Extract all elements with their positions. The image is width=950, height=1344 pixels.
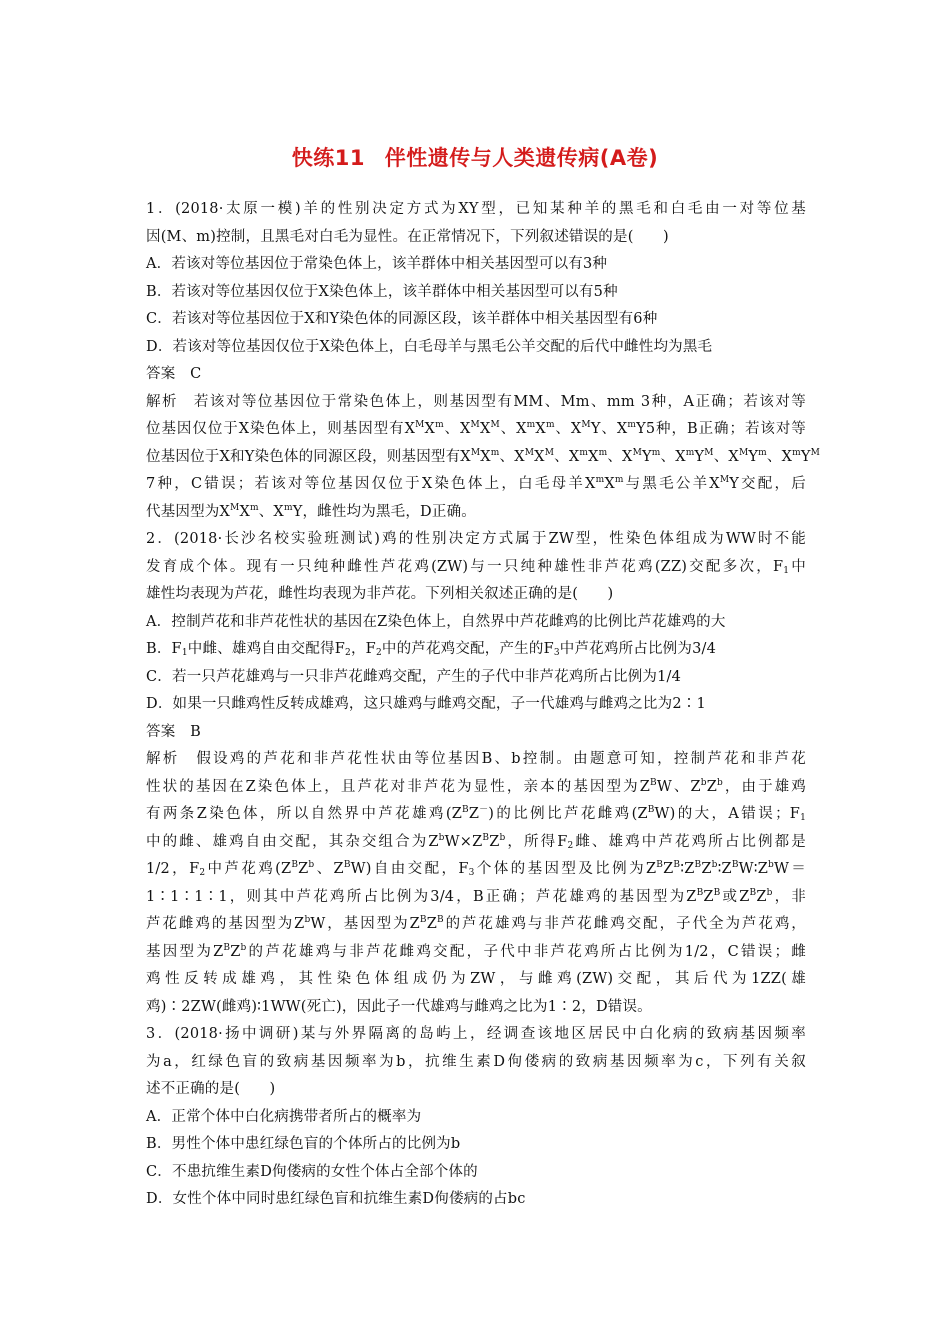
q2-explanation-line: 鸡性反转成雄鸡，其性染色体组成仍为ZW，与雌鸡(ZW)交配，其后代为1ZZ(雄 [146,971,806,987]
q2-explanation-line: 解析 假设鸡的芦花和非芦花性状由等位基因B、b控制。由题意可知，控制芦花和非芦花 [146,751,806,767]
q3-option-b: B．男性个体中患红绿色盲的个体所占的比例为b [146,1136,461,1152]
title-label: 快练11 [291,146,365,170]
q2-option-d: D．如果一只雌鸡性反转成雄鸡，这只雄鸡与雌鸡交配，子一代雄鸡与雌鸡之比为2∶1 [146,696,706,712]
q1-explanation-line: 解析 若该对等位基因位于常染色体上，则基因型有MM、Mm、mm 3种，A正确；若该对等 [146,393,806,410]
q1-option-a: A．若该对等位基因位于常染色体上，该羊群体中相关基因型可以有3种 [146,256,608,272]
page-title [0,142,950,172]
q2-explanation-line: 性状的基因在Z染色体上，且芦花对非芦花为显性，亲本的基因型为$Z^BW$、$Z^bZ^b$，由于雄鸡 [146,777,806,795]
q2-option-b: B．$F_1$中雌、雄鸡自由交配得$F_2$，$F_2$中的芦花鸡交配，产生的$F_3$中芦花鸡所占比例为3/4 [146,641,717,658]
q1-option-b: B．若该对等位基因仅位于X染色体上，该羊群体中相关基因型可以有5种 [146,283,618,300]
q2-explanation-line: 1∶1∶1∶1，则其中芦花鸡所占比例为3/4，B正确；芦花雄鸡的基因型为$Z^BZ^B$或$Z^BZ^b$，非 [146,887,806,905]
q3-stem-line: 为a，红绿色盲的致病基因频率为b，抗维生素D佝偻病的致病基因频率为c，下列有关叙 [146,1053,806,1070]
q2-answer: 答案 B [146,723,201,740]
q3-option-c: C．不患抗维生素D佝偻病的女性个体占全部个体的 [146,1163,478,1180]
q1-answer: 答案 C [146,366,202,382]
q1-explanation-line: 位基因仅位于X染色体上，则基因型有$X^MX^m$、$X^MX^M$、$X^mX^m$、$X^MY$、$X^mY5$种，B正确；若该对等 [146,420,807,437]
q2-stem-line: 发育成个体。现有一只纯种雌性芦花鸡(ZW)与一只纯种雄性非芦花鸡(ZZ)交配多次，$F_1$中 [146,558,807,576]
q3-option-d: D．女性个体中同时患红绿色盲和抗维生素D佝偻病的占bc [146,1191,526,1207]
q3-stem-line: 述不正确的是( ) [146,1081,276,1097]
q2-explanation-line: 芦花雌鸡的基因型为$Z^bW$，基因型为$Z^BZ^B$的芦花雄鸡与非芦花雌鸡交配，子代全为芦花鸡， [146,915,807,932]
q3-stem-line: 3．(2018·扬中调研)某与外界隔离的岛屿上，经调查该地区居民中白化病的致病基因频率 [146,1026,806,1042]
q2-option-c: C．若一只芦花雄鸡与一只非芦花雌鸡交配，产生的子代中非芦花鸡所占比例为1/4 [146,668,682,685]
title-text: 伴性遗传与人类遗传病(A卷) [384,146,659,170]
q2-explanation-line: 1/2，$F_2$中芦花鸡($Z^BZ^b$、$Z^BW$)自由交配，$F_3$个体的基因型及比例为$Z^BZ^B∶Z^BZ^b∶Z^BW∶Z^bW=$ [146,860,806,878]
q2-explanation-line: 中的雌、雄鸡自由交配，其杂交组合为$Z^bW\times Z^BZ^b$，所得$F_2$雌、雄鸡中芦花鸡所占比例都是 [146,832,806,851]
question-1 [146,196,821,526]
q1-stem-line: 1．(2018·太原一模)羊的性别决定方式为XY型，已知某种羊的黑毛和白毛由一对等位基 [146,201,806,217]
q2-option-a: A．控制芦花和非芦花性状的基因在Z染色体上，自然界中芦花雌鸡的比例比芦花雄鸡的大 [146,613,726,630]
q2-explanation-line: 有两条Z染色体，所以自然界中芦花雄鸡$(Z^BZ^-)$的比例比芦花雌鸡$(Z^BW)$的大，A错误；$F_1$ [146,805,807,823]
q3-option-a: A．正常个体中白化病携带者所占的概率为 [146,1108,422,1125]
question-3 [146,1021,806,1214]
content-body [146,196,821,1214]
q2-explanation-line: 基因型为$Z^BZ^b$的芦花雄鸡与非芦花雌鸡交配，子代中非芦花鸡所占比例为1/2，C错误；雌 [146,942,806,960]
question-2 [146,526,806,1021]
q1-explanation-line: 代基因型为$X^MX^m$、$X^mY$，雌性均为黑毛，D正确。 [146,502,476,520]
q2-stem-line: 雄性均表现为芦花，雌性均表现为非芦花。下列相关叙述正确的是( ) [146,586,614,602]
q2-explanation-line: 鸡)∶2ZW(雌鸡)∶1WW(死亡)，因此子一代雄鸡与雌鸡之比为1∶2，D错误。 [146,998,652,1015]
q1-explanation-line: 位基因位于X和Y染色体的同源区段，则基因型有$X^MX^m$、$X^MX^M$、$X^mX^m$、$X^MY^m$、$X^mY^M$、$X^MY^m$、$X^mY^M$ [146,447,821,465]
q2-stem-line: 2．(2018·长沙名校实验班测试)鸡的性别决定方式属于ZW型，性染色体组成为WW时不能 [146,531,806,547]
q1-explanation-line: 7种，C错误；若该对等位基因仅位于X染色体上，白毛母羊$X^mX^m$与黑毛公羊$X^MY$交配，后 [146,475,806,492]
q1-option-d: D．若该对等位基因仅位于X染色体上，白毛母羊与黑毛公羊交配的后代中雌性均为黑毛 [146,338,713,355]
q1-stem-line: 因(M、m)控制，且黑毛对白毛为显性。在正常情况下，下列叙述错误的是( ) [146,228,669,245]
q1-option-c: C．若该对等位基因位于X和Y染色体的同源区段，该羊群体中相关基因型有6种 [146,311,658,327]
